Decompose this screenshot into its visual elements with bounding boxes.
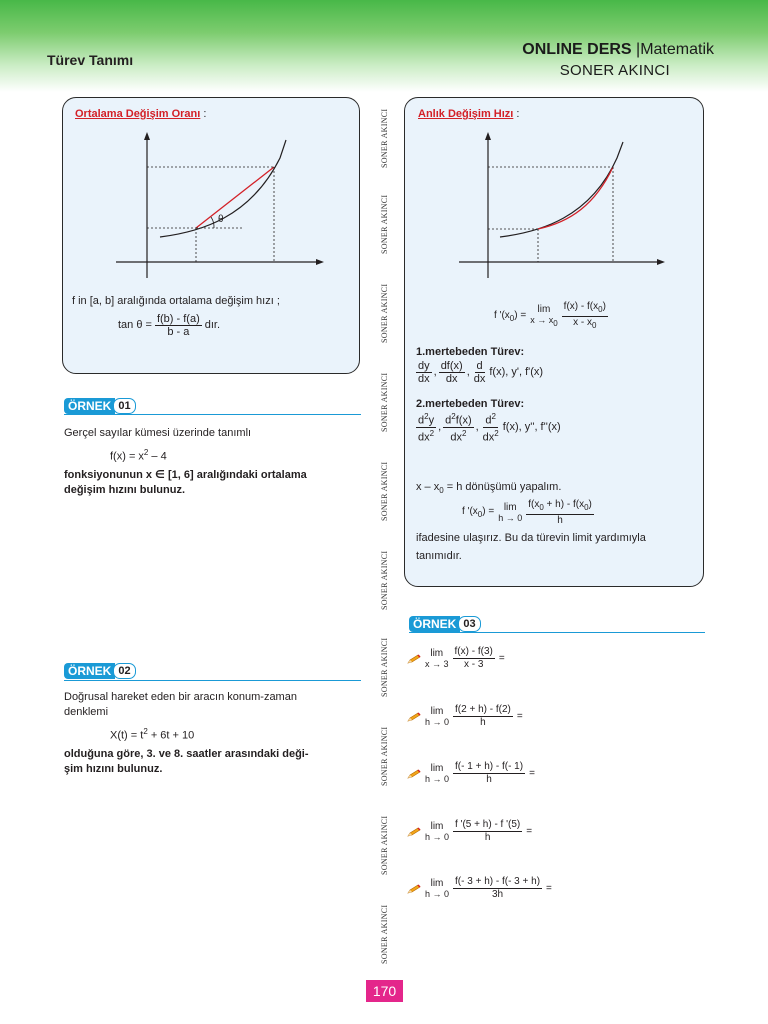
limit-item <box>407 876 552 901</box>
first-order-notation <box>416 360 543 385</box>
def-lim-under: x → x <box>530 315 554 326</box>
second-f1-num: d <box>418 414 425 427</box>
side-watermark: SONER AKINCI <box>380 108 389 168</box>
def-lhs-sub: 0 <box>509 313 515 323</box>
def-numerator-sub: 0 <box>598 305 603 314</box>
second-f1-den: dx <box>418 431 430 444</box>
example-03-tag: ÖRNEK <box>409 616 460 632</box>
second-order-title: 2.mertebeden Türev: <box>416 398 525 410</box>
comma: , <box>466 366 470 378</box>
lim-denominator: h <box>484 832 491 843</box>
second-f1-den-sup: 2 <box>429 428 435 438</box>
lim-numerator: f(- 1 + h) - f(- 1) <box>455 761 524 772</box>
theta-label: θ <box>218 214 224 225</box>
author-name: SONER AKINCI <box>559 62 670 79</box>
lim-word: lim <box>430 705 444 717</box>
instant-rate-title-colon: : <box>513 108 520 120</box>
second-f2-den-sup: 2 <box>461 428 467 438</box>
first-f3-den: dx <box>473 373 486 385</box>
formula-denominator: b - a <box>167 326 190 338</box>
lim-under: h → 0 <box>425 716 450 727</box>
instant-rate-graph <box>455 130 670 280</box>
first-f2-den: dx <box>445 373 458 385</box>
first-f2-num: df(x) <box>440 360 463 372</box>
example-02-func-sup: 2 <box>143 727 148 736</box>
lim-numerator: f '(5 + h) - f '(5) <box>455 819 521 830</box>
lim-numerator: f(x) - f(3) <box>454 646 493 657</box>
h-lhs: f '(x <box>462 506 478 517</box>
example-01-question-1: fonksiyonunun x ∈ [1, 6] aralığındaki ortalama <box>64 469 307 481</box>
lim-numerator: f(2 + h) - f(2) <box>455 704 511 715</box>
lim-denominator: x - 3 <box>463 659 484 670</box>
h-lim-under: h → 0 <box>498 513 523 523</box>
example-02-question-1: olduğuna göre, 3. ve 8. saatler arasındaki deği- <box>64 748 309 760</box>
pencil-icon <box>407 712 421 722</box>
substitution-line <box>416 480 561 498</box>
brand-subject: Matematik <box>640 41 714 58</box>
side-watermark: SONER AKINCI <box>380 461 389 521</box>
lim-denominator: 3h <box>491 889 504 900</box>
second-f3-num: d <box>485 414 492 427</box>
example-02-function <box>110 724 194 744</box>
second-f2-num-sup: 2 <box>451 412 456 421</box>
average-rate-title <box>75 104 206 122</box>
first-f3-num: d <box>476 360 483 372</box>
second-f3-den: dx <box>482 431 495 444</box>
instant-rate-title-text: Anlık Değişim Hızı <box>418 108 514 120</box>
side-watermark: SONER AKINCI <box>380 283 389 343</box>
second-f3-den-sup: 2 <box>494 428 499 438</box>
side-watermark: SONER AKINCI <box>380 904 389 964</box>
comma: , <box>433 366 437 378</box>
h-num-mid: + h) - f(x <box>543 499 585 510</box>
derivative-definition <box>494 301 608 332</box>
average-rate-formula <box>118 313 220 338</box>
h-num-sub2: 0 <box>584 503 589 512</box>
example-01-tag: ÖRNEK <box>64 398 115 414</box>
h-num-tail: ) <box>588 499 592 510</box>
example-02-header <box>64 663 136 679</box>
example-03-header <box>409 616 481 632</box>
second-f2-num-tail: f(x) <box>455 414 472 427</box>
page-number: 170 <box>366 980 403 1002</box>
example-02-rule <box>64 680 361 681</box>
pencil-icon <box>407 827 421 837</box>
average-rate-title-text: Ortalama Değişim Oranı <box>75 108 201 120</box>
example-02-question-2: şim hızını bulunuz. <box>64 763 163 775</box>
h-lhs-tail: ) = <box>482 506 495 517</box>
side-watermark: SONER AKINCI <box>380 815 389 875</box>
lim-under: h → 0 <box>425 888 450 899</box>
lim-under: x → 3 <box>425 658 449 669</box>
sub-sub: 0 <box>439 486 444 496</box>
example-01-rule <box>64 414 361 415</box>
example-01-line1: Gerçel sayılar kümesi üzerinde tanımlı <box>64 427 252 439</box>
average-rate-desc: f in [a, b] aralığında ortalama değişim hızı ; <box>72 295 280 307</box>
comma: , <box>475 420 479 433</box>
second-tail: f(x), y'', f''(x) <box>502 420 561 433</box>
h-definition <box>462 499 594 527</box>
h-den: h <box>557 515 563 526</box>
first-order-title: 1.mertebeden Türev: <box>416 346 525 358</box>
example-02-tag: ÖRNEK <box>64 663 115 679</box>
formula-lhs: tan θ = <box>118 319 152 331</box>
example-01-question-2: değişim hızını bulunuz. <box>64 484 185 496</box>
side-watermark: SONER AKINCI <box>380 550 389 610</box>
brand-separator: | <box>636 41 641 58</box>
second-f2-num: d <box>445 414 452 427</box>
average-rate-title-colon: : <box>200 108 207 120</box>
brand-title: ONLINE DERS <box>522 41 632 58</box>
lim-under: h → 0 <box>425 831 450 842</box>
equals-sign: = <box>546 883 552 894</box>
def-denominator-sub: 0 <box>592 321 597 330</box>
second-f2-den: dx <box>450 431 462 444</box>
pencil-icon <box>407 654 421 664</box>
def-lhs-tail: ) = <box>514 309 527 321</box>
equals-sign: = <box>529 768 535 779</box>
lim-word: lim <box>430 647 444 659</box>
brand-line <box>400 41 714 59</box>
example-02-line2: denklemi <box>64 706 109 718</box>
lim-word: lim <box>430 877 444 889</box>
side-watermark: SONER AKINCI <box>380 726 389 786</box>
example-01-func-pre: f(x) = x <box>110 450 144 463</box>
sub-pre: x – x <box>416 481 440 493</box>
comma: , <box>438 420 442 433</box>
example-02-line1: Doğrusal hareket eden bir aracın konum-zaman <box>64 691 297 703</box>
equals-sign: = <box>516 711 523 722</box>
h-lhs-sub: 0 <box>477 510 483 519</box>
closing-line-1: ifadesine ulaşırız. Bu da türevin limit yardımıyla <box>416 532 646 544</box>
side-watermark: SONER AKINCI <box>380 372 389 432</box>
example-02-func-pre: X(t) = t <box>110 729 144 742</box>
example-02-func-post: + 6t + 10 <box>147 729 195 742</box>
formula-tail: dır. <box>204 319 221 331</box>
example-01-func-sup: 2 <box>143 448 149 457</box>
h-num: f(x <box>528 499 540 510</box>
limit-item <box>407 761 535 786</box>
second-f1-num-sup: 2 <box>424 412 429 421</box>
formula-numerator: f(b) - f(a) <box>156 313 200 325</box>
def-denominator: x - x <box>573 317 592 328</box>
side-watermark: SONER AKINCI <box>380 637 389 697</box>
def-lim-under-sub: 0 <box>553 318 558 328</box>
example-01-header <box>64 398 136 414</box>
side-watermark: SONER AKINCI <box>380 194 389 254</box>
first-f1-den: dx <box>418 373 430 385</box>
second-order-notation <box>416 411 561 443</box>
def-numerator: f(x) - f(x <box>563 301 599 312</box>
example-03-number: 03 <box>458 616 480 632</box>
example-03-rule <box>409 632 705 633</box>
closing-line-2: tanımıdır. <box>416 550 462 562</box>
lim-denominator: h <box>480 717 486 728</box>
limit-item <box>407 704 523 729</box>
limit-item <box>407 646 505 671</box>
first-f1-num: dy <box>418 360 430 372</box>
def-lim: lim <box>537 304 551 316</box>
example-02-number: 02 <box>113 663 135 679</box>
h-num-sub: 0 <box>539 503 544 512</box>
example-01-number: 01 <box>113 398 135 414</box>
pencil-icon <box>407 884 421 894</box>
lim-word: lim <box>430 820 444 832</box>
lim-word: lim <box>430 762 444 774</box>
limit-item <box>407 819 532 844</box>
instant-rate-title <box>418 104 519 122</box>
equals-sign: = <box>498 653 505 664</box>
first-tail: f(x), y', f'(x) <box>489 366 544 378</box>
average-rate-graph <box>110 130 325 280</box>
def-numerator-tail: ) <box>602 301 606 312</box>
def-lhs: f '(x <box>494 309 510 321</box>
example-01-function <box>110 445 167 465</box>
h-lim: lim <box>503 502 517 513</box>
second-f3-num-sup: 2 <box>491 412 496 421</box>
page-topic: Türev Tanımı <box>47 52 134 68</box>
lim-denominator: h <box>486 774 492 785</box>
second-f1-num-tail: y <box>428 414 435 427</box>
pencil-icon <box>407 769 421 779</box>
sub-post: = h dönüşümü yapalım. <box>443 481 562 493</box>
example-01-func-post: – 4 <box>148 450 167 463</box>
lim-under: h → 0 <box>425 773 450 784</box>
lim-numerator: f(- 3 + h) - f(- 3 + h) <box>455 876 541 887</box>
equals-sign: = <box>526 826 533 837</box>
